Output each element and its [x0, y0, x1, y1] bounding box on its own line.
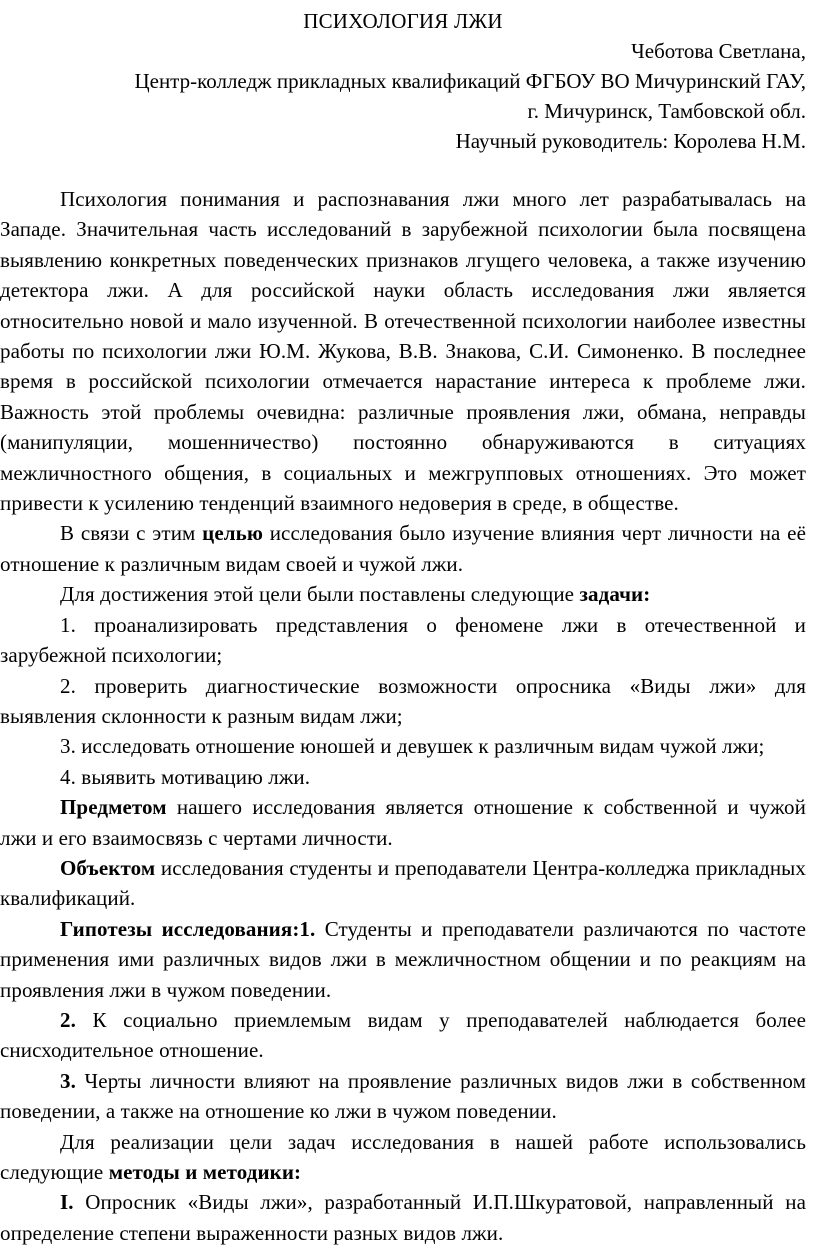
object-text: исследования студенты и преподаватели Центра-колледжа прикладных квалификаций.: [0, 855, 806, 911]
supervisor-name: Научный руководитель: Королева Н.М.: [455, 129, 806, 153]
goal-keyword: целью: [202, 521, 263, 546]
tasks-intro-text: Для достижения этой цели были поставлены следующие: [60, 582, 580, 607]
object-keyword: Объектом: [60, 855, 156, 880]
task-item-2: 2. проверить диагностические возможности опросника «Виды лжи» для выявления склонности к разным видам лжи;: [0, 673, 806, 728]
intro-paragraph: Психология понимания и распознавания лжи много лет разрабатывалась на Западе. Значительная часть исследований в зарубежной психологии была посвящена выявлению конкретных поведенческих признаков лгущего человека, а также изучению детектора лжи. А для российской науки область исследования лжи является относительно новой и мало изученной. В отечественной психологии наиболее известны работы по психологии лжи Ю.М. Жукова, В.В. Знакова, С.И. Симоненко. В последнее время в российской психологии отмечается нарастание интереса к проблеме лжи. Важность этой проблемы очевидна: различные проявления лжи, обмана, неправды (манипуляции, мошенничество) постоянно обнаруживаются в ситуациях межличностного общения, в социальных и межгрупповых отношениях. Это может привести к усилению тенденций взаимного недоверия в среде, в обществе.: [0, 187, 806, 516]
hypothesis-text-1: Студенты и преподаватели различаются по частоте применения ими различных видов лжи в межличностном общении и по реакциям на проявления лжи в чужом поведении.: [0, 916, 806, 1002]
hypothesis-number-3: 3.: [60, 1068, 76, 1093]
tasks-intro-paragraph: [0, 579, 806, 609]
hypotheses-keyword: Гипотезы исследования:1.: [60, 916, 316, 941]
tasks-keyword: задачи:: [579, 582, 651, 607]
methods-keyword: методы и методики:: [108, 1160, 302, 1184]
hypothesis-text-3: Черты личности влияют на проявление различных видов лжи в собственном поведении, а также на отношение ко лжи в чужом поведении.: [0, 1068, 806, 1124]
goal-text-after: исследования было изучение влияния черт личности на её отношение к различным видам своей и чужой лжи.: [0, 521, 807, 576]
task-item-1: 1. проанализировать представления о феномене лжи в отечественной и зарубежной психологии;: [0, 612, 806, 668]
method-paragraph-1: [0, 1187, 806, 1248]
methods-intro-text: Для реализации цели задач исследования в нашей работе использовались следующие: [0, 1129, 806, 1184]
institution-name: Центр-колледж прикладных квалификаций ФГБОУ ВО Мичуринский ГАУ,: [134, 69, 806, 93]
method-number-1: I.: [60, 1190, 74, 1215]
hypothesis-text-2: К социально приемлемым видам у преподавателей наблюдается более снисходительное отношение.: [0, 1007, 806, 1063]
document-title: ПСИХОЛОГИЯ ЛЖИ: [303, 9, 503, 33]
subject-paragraph: [0, 792, 806, 853]
hypothesis-paragraph-1: [0, 914, 806, 1005]
author-name: Чеботова Светлана,: [631, 39, 806, 63]
hypothesis-number-2: 2.: [60, 1007, 76, 1032]
task-item-3: 3. исследовать отношение юношей и девушек к различным видам чужой лжи;: [60, 734, 765, 759]
goal-text-before: В связи с этим: [60, 521, 203, 546]
subject-text: нашего исследования является отношение к собственной и чужой лжи и его взаимосвязь с чертами личности.: [0, 795, 806, 850]
method-text-1: Опросник «Виды лжи», разработанный И.П.Шкуратовой, направленный на определение степени выраженности разных видов лжи.: [0, 1190, 806, 1245]
task-item-4: 4. выявить мотивацию лжи.: [60, 764, 311, 789]
city-name: г. Мичуринск, Тамбовской обл.: [527, 99, 806, 123]
hypothesis-paragraph-3: [0, 1066, 806, 1127]
goal-paragraph: [0, 518, 806, 579]
document-body: [0, 184, 806, 1248]
methods-intro-paragraph: [0, 1127, 806, 1188]
hypothesis-paragraph-2: [0, 1005, 806, 1066]
object-paragraph: [0, 853, 806, 914]
subject-keyword: Предметом: [60, 795, 167, 820]
